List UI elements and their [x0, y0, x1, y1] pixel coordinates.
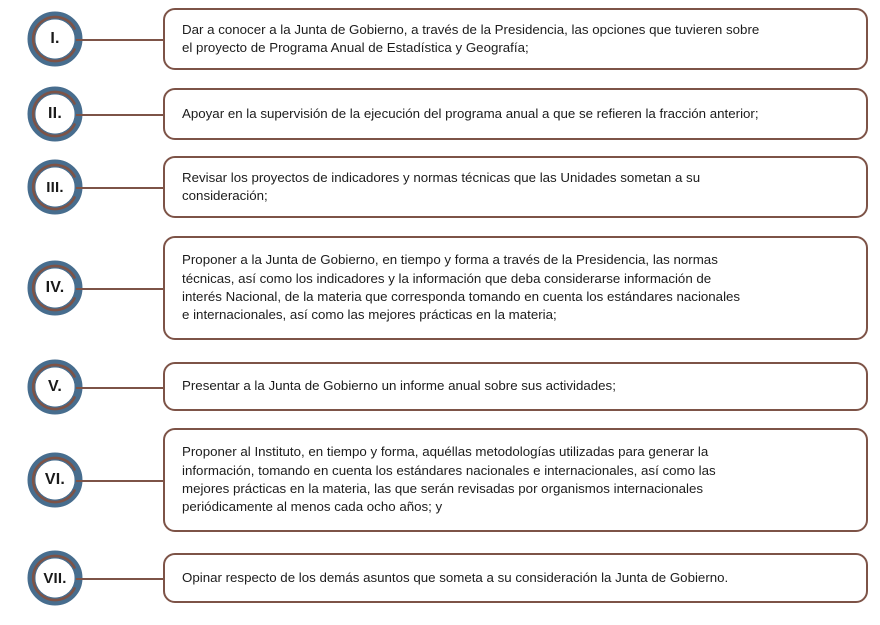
numeral-label: IV.: [45, 279, 65, 296]
connector-line: [76, 39, 163, 41]
connector-line: [76, 578, 163, 580]
statement-text: [165, 377, 866, 395]
connector-line: [76, 187, 163, 189]
statement-line: e internacionales, así como las mejores prácticas en la materia;: [182, 307, 557, 323]
numeral-label: VI.: [44, 471, 66, 488]
statement-line: información, tomando en cuenta los estándares nacionales e internacionales, así como las: [182, 462, 716, 478]
statement-line: Dar a conocer a la Junta de Gobierno, a través de la Presidencia, las opciones que tuvieren sobre: [182, 21, 760, 37]
statement-line: Proponer al Instituto, en tiempo y forma, aquéllas metodologías utilizadas para generar la: [182, 444, 709, 460]
statement-box: [163, 236, 868, 340]
statement-line: técnicas, así como los indicadores y la información que deba considerarse información de: [182, 270, 712, 286]
statement-line: consideración;: [182, 188, 268, 203]
connector-line: [76, 114, 163, 116]
statement-line: periódicamente al menos cada ocho años; y: [182, 499, 443, 515]
statement-line: Proponer a la Junta de Gobierno, en tiempo y forma a través de la Presidencia, las normas: [182, 252, 718, 268]
statement-text: [165, 169, 866, 206]
statement-text: [165, 443, 866, 516]
statement-line: Revisar los proyectos de indicadores y normas técnicas que las Unidades sometan a su: [182, 169, 701, 185]
numeral-label: II.: [48, 105, 62, 122]
connector-line: [76, 387, 163, 389]
statement-line: interés Nacional, de la materia que corresponda tomando en cuenta los estándares nacionales: [182, 289, 741, 304]
statement-box: [163, 156, 868, 218]
connector-line: [76, 288, 163, 290]
statement-line: Opinar respecto de los demás asuntos que someta a su consideración la Junta de Gobierno.: [182, 569, 729, 585]
statement-box: [163, 88, 868, 140]
statement-text: [165, 569, 866, 587]
statement-text: [165, 21, 866, 58]
statement-text: [165, 105, 866, 123]
statement-line: el proyecto de Programa Anual de Estadística y Geografía;: [182, 40, 529, 55]
connector-line: [76, 480, 163, 482]
statement-box: [163, 8, 868, 70]
numeral-label: III.: [46, 178, 64, 196]
numeral-label: V.: [47, 377, 63, 395]
statement-line: Presentar a la Junta de Gobierno un informe anual sobre sus actividades;: [182, 378, 616, 394]
numeral-label: VII.: [43, 569, 67, 587]
statement-line: mejores prácticas en la materia, las que serán revisadas por organismos internacionales: [182, 481, 704, 496]
statement-text: [165, 251, 866, 324]
statement-box: [163, 553, 868, 603]
numeral-label: I.: [50, 30, 60, 47]
statement-box: [163, 428, 868, 532]
statement-box: [163, 362, 868, 411]
statement-line: Apoyar en la supervisión de la ejecución del programa anual a que se refieren la fracción anterior;: [182, 105, 759, 121]
